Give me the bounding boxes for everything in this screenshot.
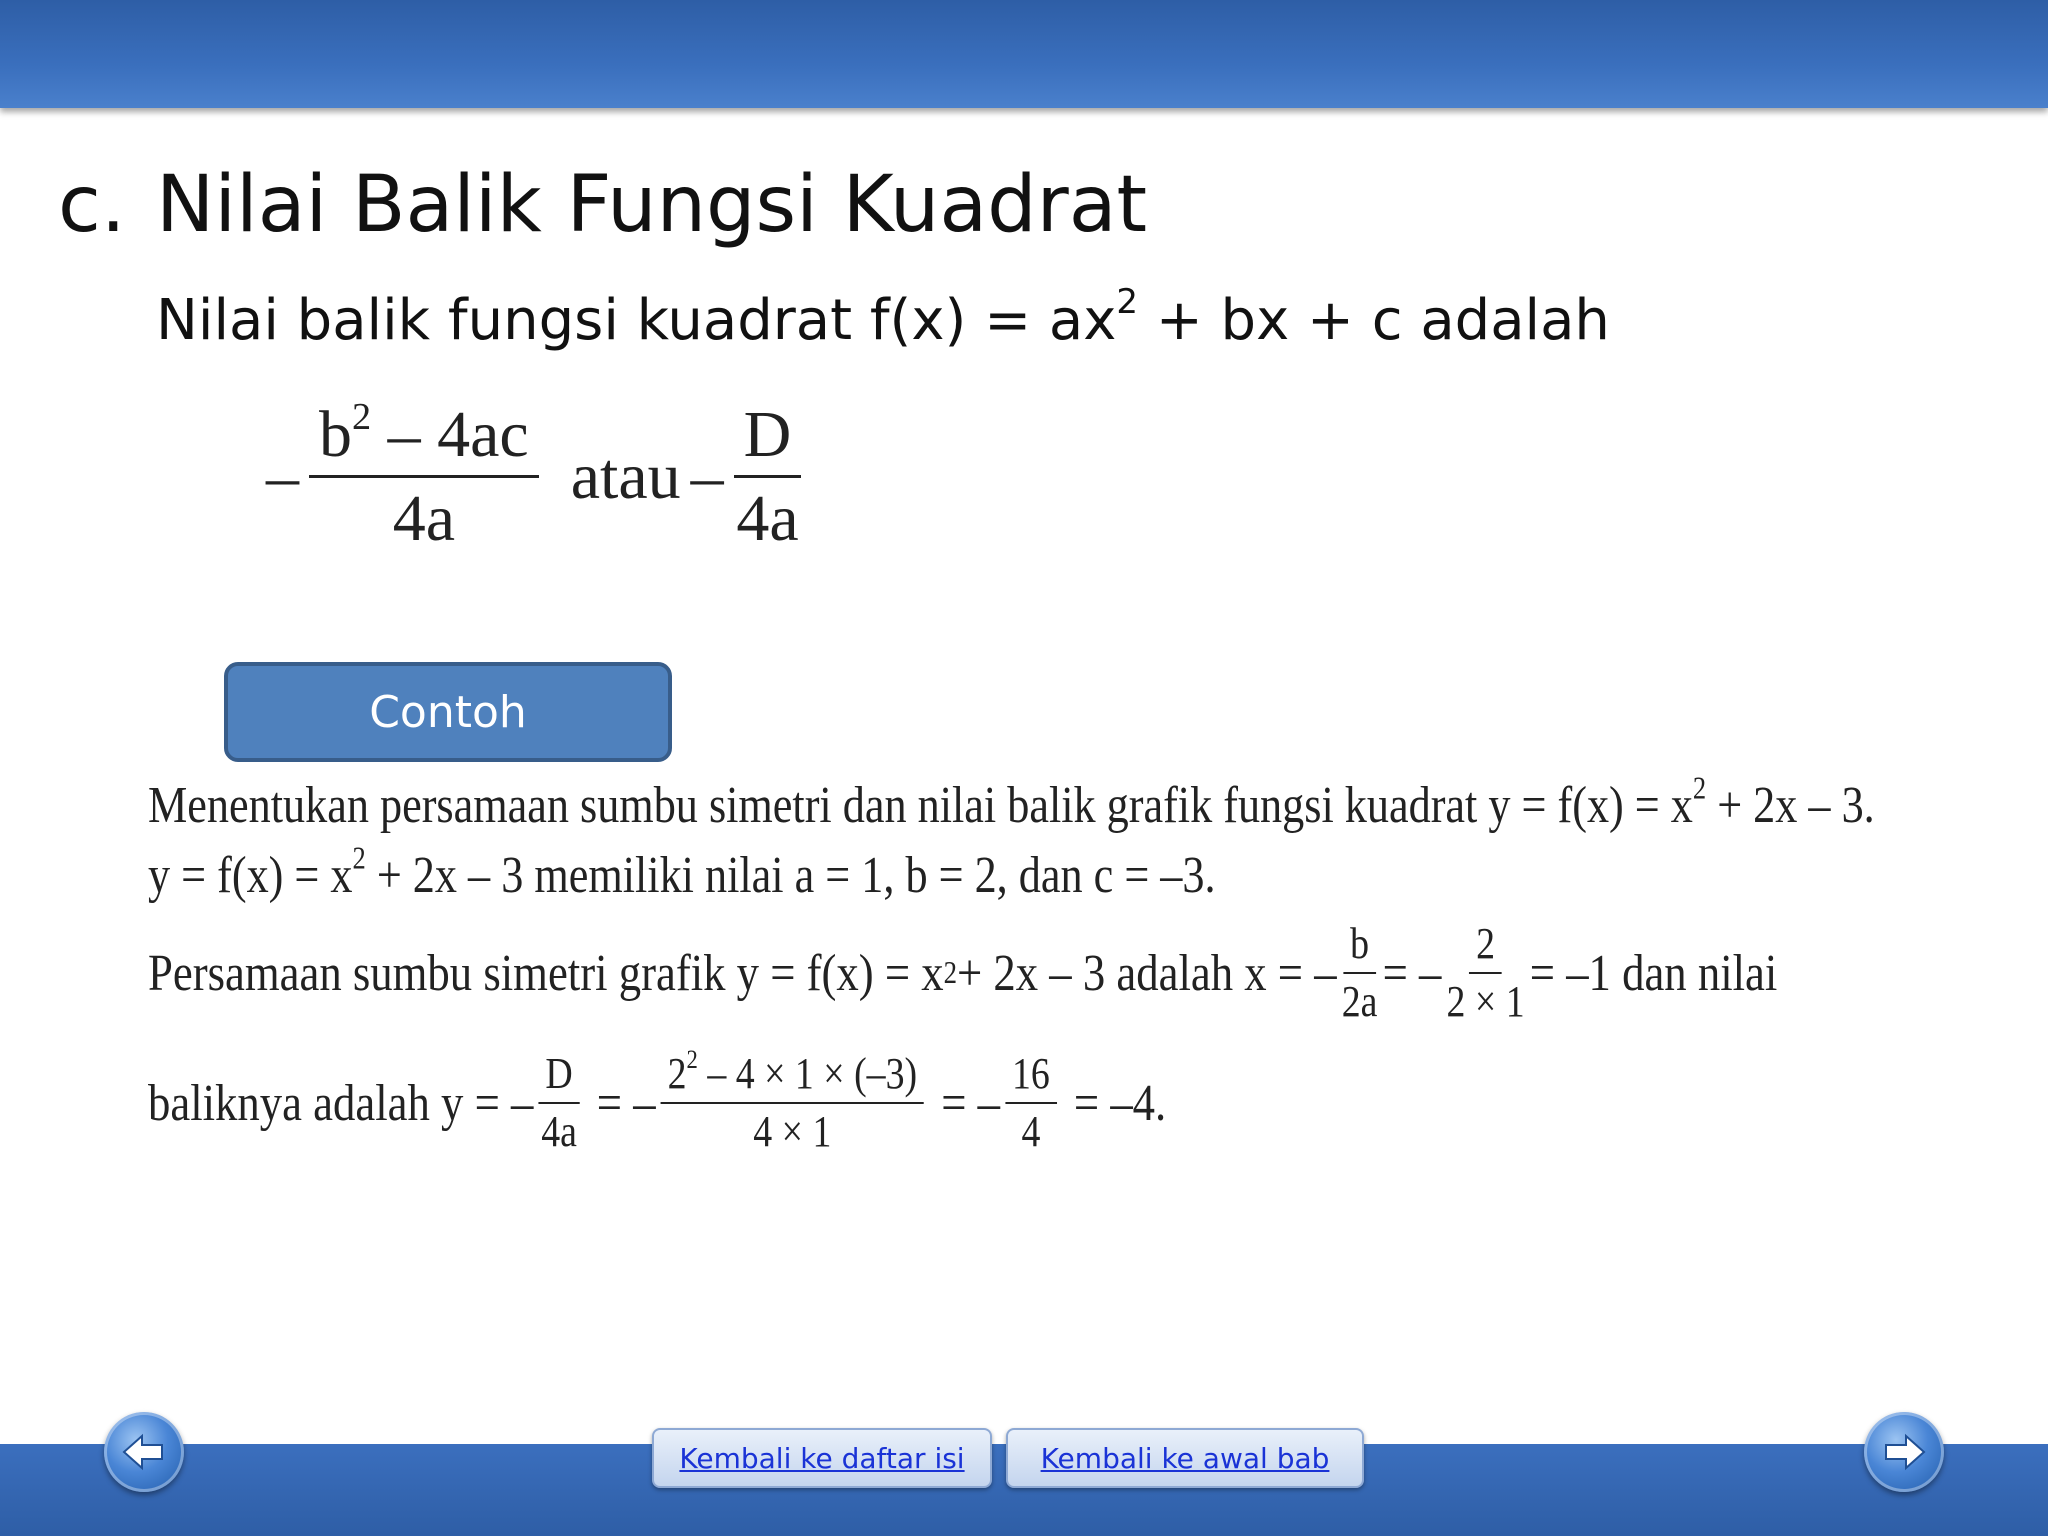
subtitle-text: Nilai balik fungsi kuadrat f(x) = ax — [156, 288, 1117, 353]
slide-title — [58, 160, 1147, 250]
example-fraction — [661, 1044, 924, 1157]
header-bar — [0, 0, 2048, 108]
example-text: y = f(x) = x — [148, 847, 353, 904]
example-fraction — [1447, 920, 1525, 1027]
example-line-1 — [148, 770, 1875, 835]
example-text: + 2x – 3. — [1706, 777, 1875, 834]
fraction-numerator — [309, 396, 539, 478]
previous-slide-button[interactable] — [104, 1412, 184, 1492]
arrow-left-icon — [118, 1426, 170, 1478]
numerator-rest: – 4 × 1 × (–3) — [697, 1049, 918, 1098]
fraction-denominator: 2 × 1 — [1446, 977, 1525, 1027]
back-to-toc-link[interactable]: Kembali ke daftar isi — [679, 1441, 965, 1475]
fraction-denominator: 4 — [1021, 1107, 1041, 1157]
example-exponent: 2 — [1692, 770, 1707, 806]
slide-subtitle — [156, 282, 1610, 353]
example-text: + 2x – 3 adalah x = – — [957, 944, 1337, 1002]
contoh-button[interactable]: Contoh — [224, 662, 672, 762]
example-fraction — [539, 1050, 580, 1157]
example-text: = –1 dan nilai — [1529, 944, 1778, 1002]
example-fraction — [1342, 920, 1378, 1027]
fraction-numerator: D — [539, 1050, 580, 1104]
fraction-denominator: 4a — [736, 482, 799, 556]
fraction-denominator: 4a — [541, 1107, 577, 1157]
numerator-exponent: 2 — [686, 1044, 698, 1075]
example-text: + 2x – 3 memiliki nilai a = 1, b = 2, dan c = –3. — [365, 847, 1216, 904]
example-text: = – — [1382, 944, 1442, 1002]
example-text: Menentukan persamaan sumbu simetri dan nilai balik grafik fungsi kuadrat y = f(x) = x — [148, 777, 1693, 834]
example-exponent: 2 — [352, 840, 366, 876]
formula-minus: – — [690, 439, 724, 513]
numerator-exponent: 2 — [352, 396, 372, 439]
chapter-link-box[interactable] — [1006, 1428, 1364, 1488]
formula-minus: – — [266, 439, 299, 513]
back-to-chapter-link[interactable]: Kembali ke awal bab — [1040, 1441, 1330, 1475]
toc-link-box[interactable] — [652, 1428, 992, 1488]
fraction-denominator: 4a — [392, 482, 456, 556]
example-text: = – — [596, 1074, 656, 1132]
formula-or-word: atau — [570, 439, 681, 513]
example-line-3: Persamaan sumbu simetri grafik y = f(x) = x 2 + 2x – 3 adalah x = – $\frac{b}{2a}$ = – $\frac{2}{2 \times 1}$ = –1 dan nilai — [148, 919, 1778, 1027]
subtitle-exponent: 2 — [1116, 282, 1139, 322]
formula-fraction-d — [734, 400, 802, 554]
example-text: = –4. — [1073, 1074, 1167, 1132]
example-text: baliknya adalah y = – — [148, 1074, 534, 1132]
numerator-base: b — [319, 398, 352, 471]
subtitle-text-end: + bx + c adalah — [1138, 288, 1610, 353]
title-text: Nilai Balik Fungsi Kuadrat — [156, 160, 1148, 250]
example-text: = – — [941, 1074, 1000, 1132]
example-line-4 — [148, 1044, 1722, 1157]
fraction-numerator: 2 — [1469, 920, 1502, 974]
arrow-right-icon — [1878, 1426, 1930, 1478]
example-line-2 — [148, 840, 1704, 905]
numerator-rest: – 4ac — [371, 398, 529, 471]
fraction-numerator: D — [734, 400, 802, 478]
formula-fraction-discriminant — [309, 396, 539, 556]
title-marker: c. — [58, 160, 126, 250]
numerator-base: 2 — [667, 1049, 687, 1098]
fraction-numerator: b — [1343, 920, 1376, 974]
fraction-numerator: 16 — [1005, 1050, 1057, 1104]
fraction-denominator: 2a — [1341, 977, 1378, 1027]
fraction-numerator — [661, 1044, 924, 1104]
fraction-denominator: 4 × 1 — [753, 1107, 832, 1157]
inverse-value-formula — [262, 396, 807, 556]
example-text: Persamaan sumbu simetri grafik y = f(x) = x — [148, 944, 944, 1002]
example-fraction — [1005, 1050, 1057, 1157]
next-slide-button[interactable] — [1864, 1412, 1944, 1492]
